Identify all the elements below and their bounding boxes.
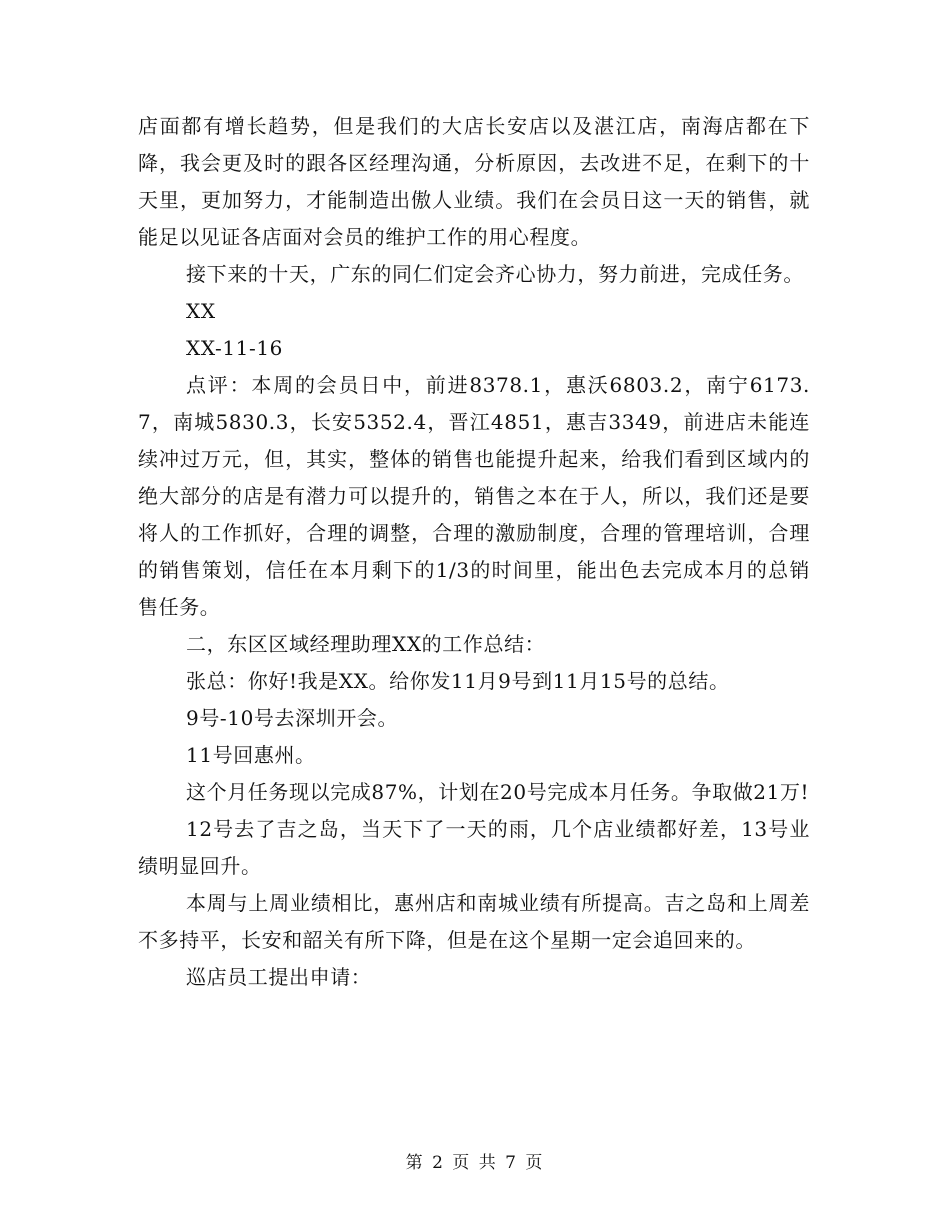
staff-request-paragraph: 巡店员工提出申请： bbox=[186, 965, 372, 989]
schedule-item-1: 9号-10号去深圳开会。 bbox=[186, 706, 399, 730]
page-number-footer: 第 2 页 共 7 页 bbox=[405, 1153, 545, 1173]
section-heading: 二，东区区域经理助理XX的工作总结： bbox=[186, 632, 546, 656]
signature-date: XX-11-16 bbox=[186, 336, 283, 360]
greeting-paragraph: 张总：你好!我是XX。给你发11月9号到11月15号的总结。 bbox=[186, 669, 730, 693]
comment-paragraph: 点评：本周的会员日中，前进8378.1，惠沃6803.2，南宁6173.7，南城5830.3，长安5352.4，晋江4851，惠吉3349，前进店未能连续冲过万元，但，其实，整体的销售也能提升起来，给我们看到区域内的绝大部分的店是有潜力可以提升的，销售之本在于人，所以，我们还是要将人的工作抓好，合理的调整，合理的激励制度，合理的管理培训，合理的销售策划，信任在本月剩下的1/3的时间里，能出色去完成本月的总销售任务。 bbox=[138, 373, 810, 619]
document-body bbox=[138, 108, 810, 996]
signature-name: XX bbox=[186, 299, 216, 323]
weekly-comparison-paragraph: 本周与上周业绩相比，惠州店和南城业绩有所提高。吉之岛和上周差不多持平，长安和韶关有所下降，但是在这个星期一定会追回来的。 bbox=[138, 891, 810, 952]
paragraph-1: 店面都有增长趋势，但是我们的大店长安店以及湛江店，南海店都在下降，我会更及时的跟各区经理沟通，分析原因，去改进不足，在剩下的十天里，更加努力，才能制造出傲人业绩。我们在会员日这一天的销售，就能足以见证各店面对会员的维护工作的用心程度。 bbox=[138, 114, 810, 249]
store-visit-paragraph: 12号去了吉之岛，当天下了一天的雨，几个店业绩都好差，13号业绩明显回升。 bbox=[138, 817, 810, 878]
paragraph-2: 接下来的十天，广东的同仁们定会齐心协力，努力前进，完成任务。 bbox=[186, 262, 804, 286]
schedule-item-2: 11号回惠州。 bbox=[186, 743, 316, 767]
task-progress-paragraph: 这个月任务现以完成87%，计划在20号完成本月任务。争取做21万! bbox=[186, 780, 810, 804]
